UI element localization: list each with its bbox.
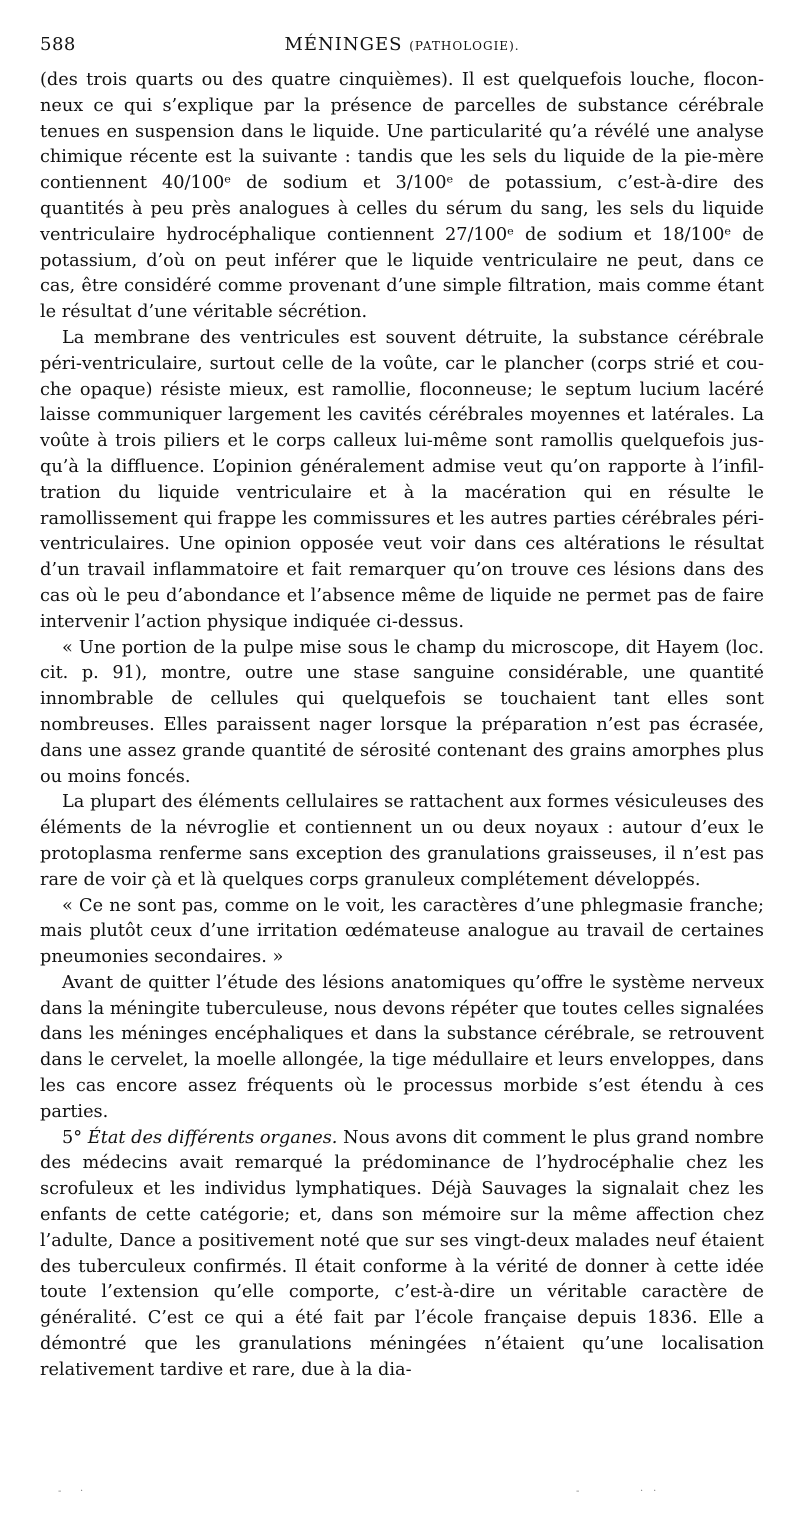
footer-mark: ·: [80, 1486, 94, 1497]
running-head: [40, 34, 764, 55]
page-number: 588: [40, 34, 76, 55]
footer-mark: -: [58, 1486, 72, 1497]
document-page: [40, 28, 764, 1384]
running-head-subtitle: (PATHOLOGIE).: [409, 39, 520, 53]
footer-mark: -: [576, 1486, 590, 1497]
paragraph-nervous-system-lesions: Avant de quitter l’étude des lésions anatomiques qu’offre le système nerveux dans la méningite tuberculeuse, nous devons répéter que toutes celles signalées dans les méninges encéphaliques et dans la substance cérébrale, se retrouvent dans le cervelet, la moelle allongée, la tige médullaire et leurs enveloppes, dans les cas encore assez fréquents où le processus morbide s’est étendu à ces parties.: [40, 972, 764, 1122]
body-text: [40, 68, 764, 1384]
footer-marks: [40, 1486, 760, 1500]
footer-mark: ··: [640, 1486, 667, 1497]
running-head-title: MÉNINGES: [284, 34, 403, 55]
paragraph-section-5: [40, 1126, 764, 1384]
page-header: [40, 28, 764, 62]
section-heading: État des différents organes.: [87, 1127, 338, 1148]
paragraph-cellular-elements: La plupart des éléments cellulaires se rattachent aux formes vésiculeuses des éléments de la névroglie et contiennent un ou deux noyaux : autour d’eux le protoplasma renferme sans exception des granulations graisseuses, il n’est pas rare de voir çà et là quelques corps granuleux complétement développés.: [40, 792, 764, 890]
paragraph-hayem-quote: « Une portion de la pulpe mise sous le champ du microscope, dit Hayem (loc. cit. p. 91), montre, outre une stase sanguine considérable, une quantité innombrable de cellules qui quelquefois se touchaient tant elles sont nombreuses. Elles paraissent nager lorsque la préparation n’est pas écrasée, dans une assez grande quantité de sérosité contenant des grains amorphes plus ou moins foncés.: [40, 637, 764, 787]
section-number: 5°: [62, 1127, 83, 1148]
paragraph-ventricle-membrane: La membrane des ventricules est souvent détruite, la substance cérébrale péri-ventriculaire, surtout celle de la voûte, car le plancher (corps strié et couche opaque) résiste mieux, est ramollie, floconneuse; le septum lucium lacéré laisse communiquer largement les cavités cérébrales moyennes et latérales. La voûte à trois piliers et le corps calleux lui-même sont ramollis quelquefois jusqu’à la diffluence. L’opinion généralement admise veut qu’on rapporte à l’infiltration du liquide ventriculaire et à la macération qui en résulte le ramollissement qui frappe les commissures et les autres parties cérébrales péri-ventriculaires. Une opinion opposée veut voir dans ces altérations le résultat d’un travail inflammatoire et fait remarquer qu’on trouve ces lésions dans des cas où le peu d’abondance et l’absence même de liquide ne permet pas de faire intervenir l’action physique indiquée ci-dessus.: [40, 327, 764, 632]
paragraph-liquid-analysis: (des trois quarts ou des quatre cinquièmes). Il est quelquefois louche, floconneux ce qui s’explique par la présence de parcelles de substance cérébrale tenues en suspension dans le liquide. Une particularité qu’a révélé une analyse chimique récente est la suivante : tandis que les sels du liquide de la pie-mère contiennent 40/100ᵉ de sodium et 3/100ᵉ de potassium, c’est-à-dire des quantités à peu près analogues à celles du sérum du sang, les sels du liquide ventriculaire hydrocéphalique contiennent 27/100ᵉ de sodium et 18/100ᵉ de potassium, d’où on peut inférer que le liquide ventriculaire ne peut, dans ce cas, être considéré comme provenant d’une simple filtration, mais comme étant le résultat d’une véritable sécrétion.: [40, 70, 764, 323]
paragraph-phlegmasia: « Ce ne sont pas, comme on le voit, les caractères d’une phlegmasie franche; mais plutôt ceux d’une irritation œdémateuse analogue au travail de certaines pneumonies secondaires. »: [40, 895, 764, 968]
section-text: Nous avons dit comment le plus grand nombre des médecins avait remarqué la prédominance de l’hydrocéphalie chez les scrofuleux et les individus lymphatiques. Déjà Sauvages la signalait chez les enfants de cette catégorie; et, dans son mémoire sur la même affection chez l’adulte, Dance a positivement noté que sur ses vingt-deux malades neuf étaient des tuberculeux confirmés. Il était conforme à la vérité de donner à cette idée toute l’extension qu’elle comporte, c’est-à-dire un véritable caractère de généralité. C’est ce qui a été fait par l’école française depuis 1836. Elle a démontré que les granulations méningées n’étaient qu’une localisation relativement tardive et rare, due à la dia-: [40, 1127, 764, 1380]
